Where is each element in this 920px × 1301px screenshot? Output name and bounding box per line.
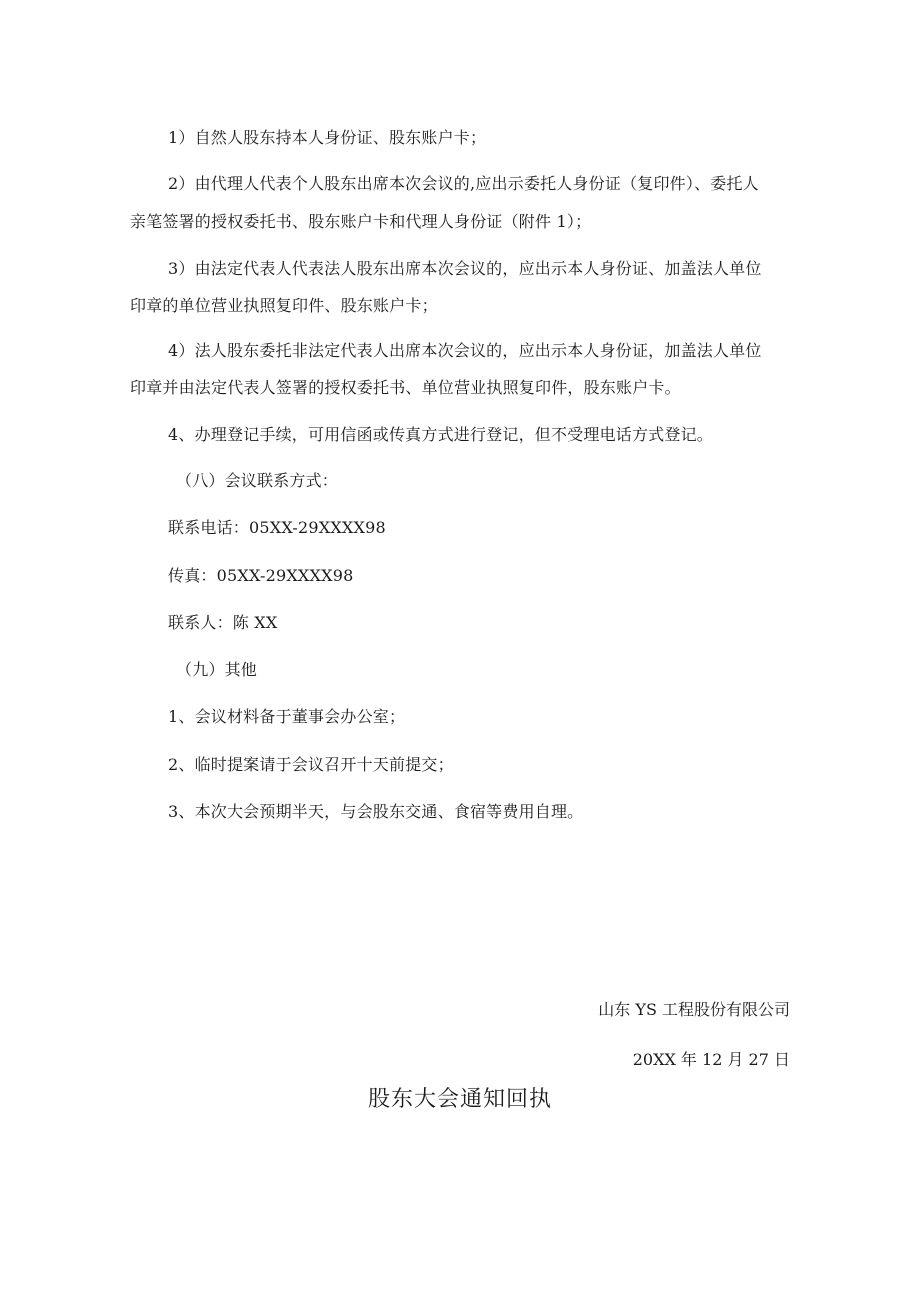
notice-date: 20XX 年 12 月 27 日 (632, 1050, 790, 1069)
item-3-line-2: 印章的单位营业执照复印件、股东账户卡； (130, 296, 438, 315)
item-1: 1）自然人股东持本人身份证、股东账户卡； (168, 128, 487, 147)
contact-person: 联系人：陈 XX (168, 613, 278, 632)
item-3-line-1: 3）由法定代表人代表法人股东出席本次会议的，应出示本人身份证、加盖法人单位 (168, 259, 762, 278)
other-item-2: 2、临时提案请于会议召开十天前提交； (168, 755, 454, 774)
other-item-3: 3、本次大会预期半天，与会股东交通、食宿等费用自理。 (168, 802, 584, 821)
company-name: 山东 YS 工程股份有限公司 (598, 1000, 790, 1019)
contact-phone: 联系电话：05XX-29XXXX98 (168, 518, 386, 537)
contact-fax: 传真：05XX-29XXXX98 (168, 566, 354, 585)
item-2-line-1: 2）由代理人代表个人股东出席本次会议的,应出示委托人身份证（复印件）、委托人 (168, 174, 759, 193)
other-heading: （九）其他 (176, 660, 258, 679)
item-4-line-2: 印章并由法定代表人签署的授权委托书、单位营业执照复印件，股东账户卡。 (130, 378, 681, 397)
item-2-line-2: 亲笔签署的授权委托书、股东账户卡和代理人身份证（附件 1）； (130, 212, 592, 231)
registration-note: 4、办理登记手续，可用信函或传真方式进行登记，但不受理电话方式登记。 (168, 425, 713, 444)
item-4-line-1: 4）法人股东委托非法定代表人出席本次会议的，应出示本人身份证，加盖法人单位 (168, 341, 762, 360)
receipt-title: 股东大会通知回执 (367, 1087, 552, 1112)
contact-heading: （八）会议联系方式： (176, 471, 339, 490)
other-item-1: 1、会议材料备于董事会办公室； (168, 707, 406, 726)
